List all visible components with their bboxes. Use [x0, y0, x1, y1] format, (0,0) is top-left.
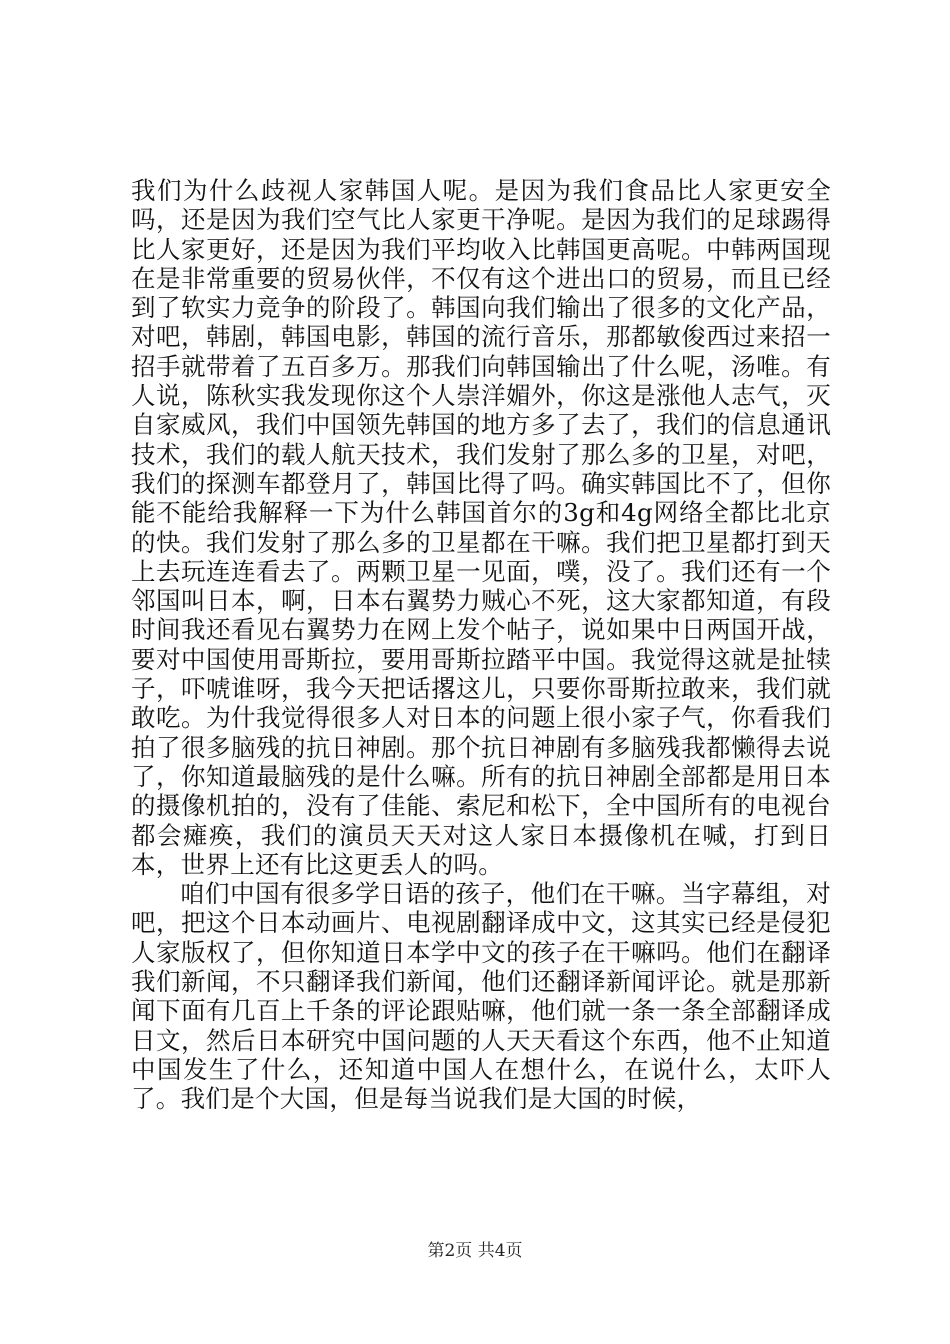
- paragraph-1: 我们为什么歧视人家韩国人呢。是因为我们食品比人家更安全吗，还是因为我们空气比人家更干净呢。是因为我们的足球踢得比人家更好，还是因为我们平均收入比韩国更高呢。中韩两国现在是非常重要的贸易伙伴，不仅有这个进出口的贸易，而且已经到了软实力竞争的阶段了。韩国向我们输出了很多的文化产品，对吧，韩剧，韩国电影，韩国的流行音乐，那都敏俊西过来招一招手就带着了五百多万。那我们向韩国输出了什么呢，汤唯。有人说，陈秋实我发现你这个人崇洋媚外，你这是涨他人志气，灭自家威风，我们中国领先韩国的地方多了去了，我们的信息通讯技术，我们的载人航天技术，我们发射了那么多的卫星，对吧，我们的探测车都登月了，韩国比得了吗。确实韩国比不了，但你能不能给我解释一下为什么韩国首尔的3g和4g网络全都比北京的快。我们发射了那么多的卫星都在干嘛。我们把卫星都打到天上去玩连连看去了。两颗卫星一见面，噗，没了。我们还有一个邻国叫日本，啊，日本右翼势力贼心不死，这大家都知道，有段时间我还看见右翼势力在网上发个帖子，说如果中日两国开战，要对中国使用哥斯拉，要用哥斯拉踏平中国。我觉得这就是扯犊子，吓唬谁呀，我今天把话撂这儿，只要你哥斯拉敢来，我们就敢吃。为什我觉得很多人对日本的问题上很小家子气，你看我们拍了很多脑残的抗日神剧。那个抗日神剧有多脑残我都懒得去说了，你知道最脑残的是什么嘛。所有的抗日神剧全部都是用日本的摄像机拍的，没有了佳能、索尼和松下，全中国所有的电视台都会瘫痪，我们的演员天天对这人家日本摄像机在喊，打到日本，世界上还有比这更丢人的吗。: [131, 176, 831, 879]
- page-footer: [0, 1241, 950, 1261]
- document-body: [131, 176, 831, 1114]
- paragraph-2: 咱们中国有很多学日语的孩子，他们在干嘛。当字幕组，对吧，把这个日本动画片、电视剧翻译成中文，这其实已经是侵犯人家版权了，但你知道日本学中文的孩子在干嘛吗。他们在翻译我们新闻，不只翻译我们新闻，他们还翻译新闻评论。就是那新闻下面有几百上千条的评论跟贴嘛，他们就一条一条全部翻译成日文，然后日本研究中国问题的人天天看这个东西，他不止知道中国发生了什么，还知道中国人在想什么，在说什么，太吓人了。我们是个大国，但是每当说我们是大国的时候，: [131, 879, 831, 1114]
- page-number-label: 第2页 共4页: [427, 1241, 523, 1261]
